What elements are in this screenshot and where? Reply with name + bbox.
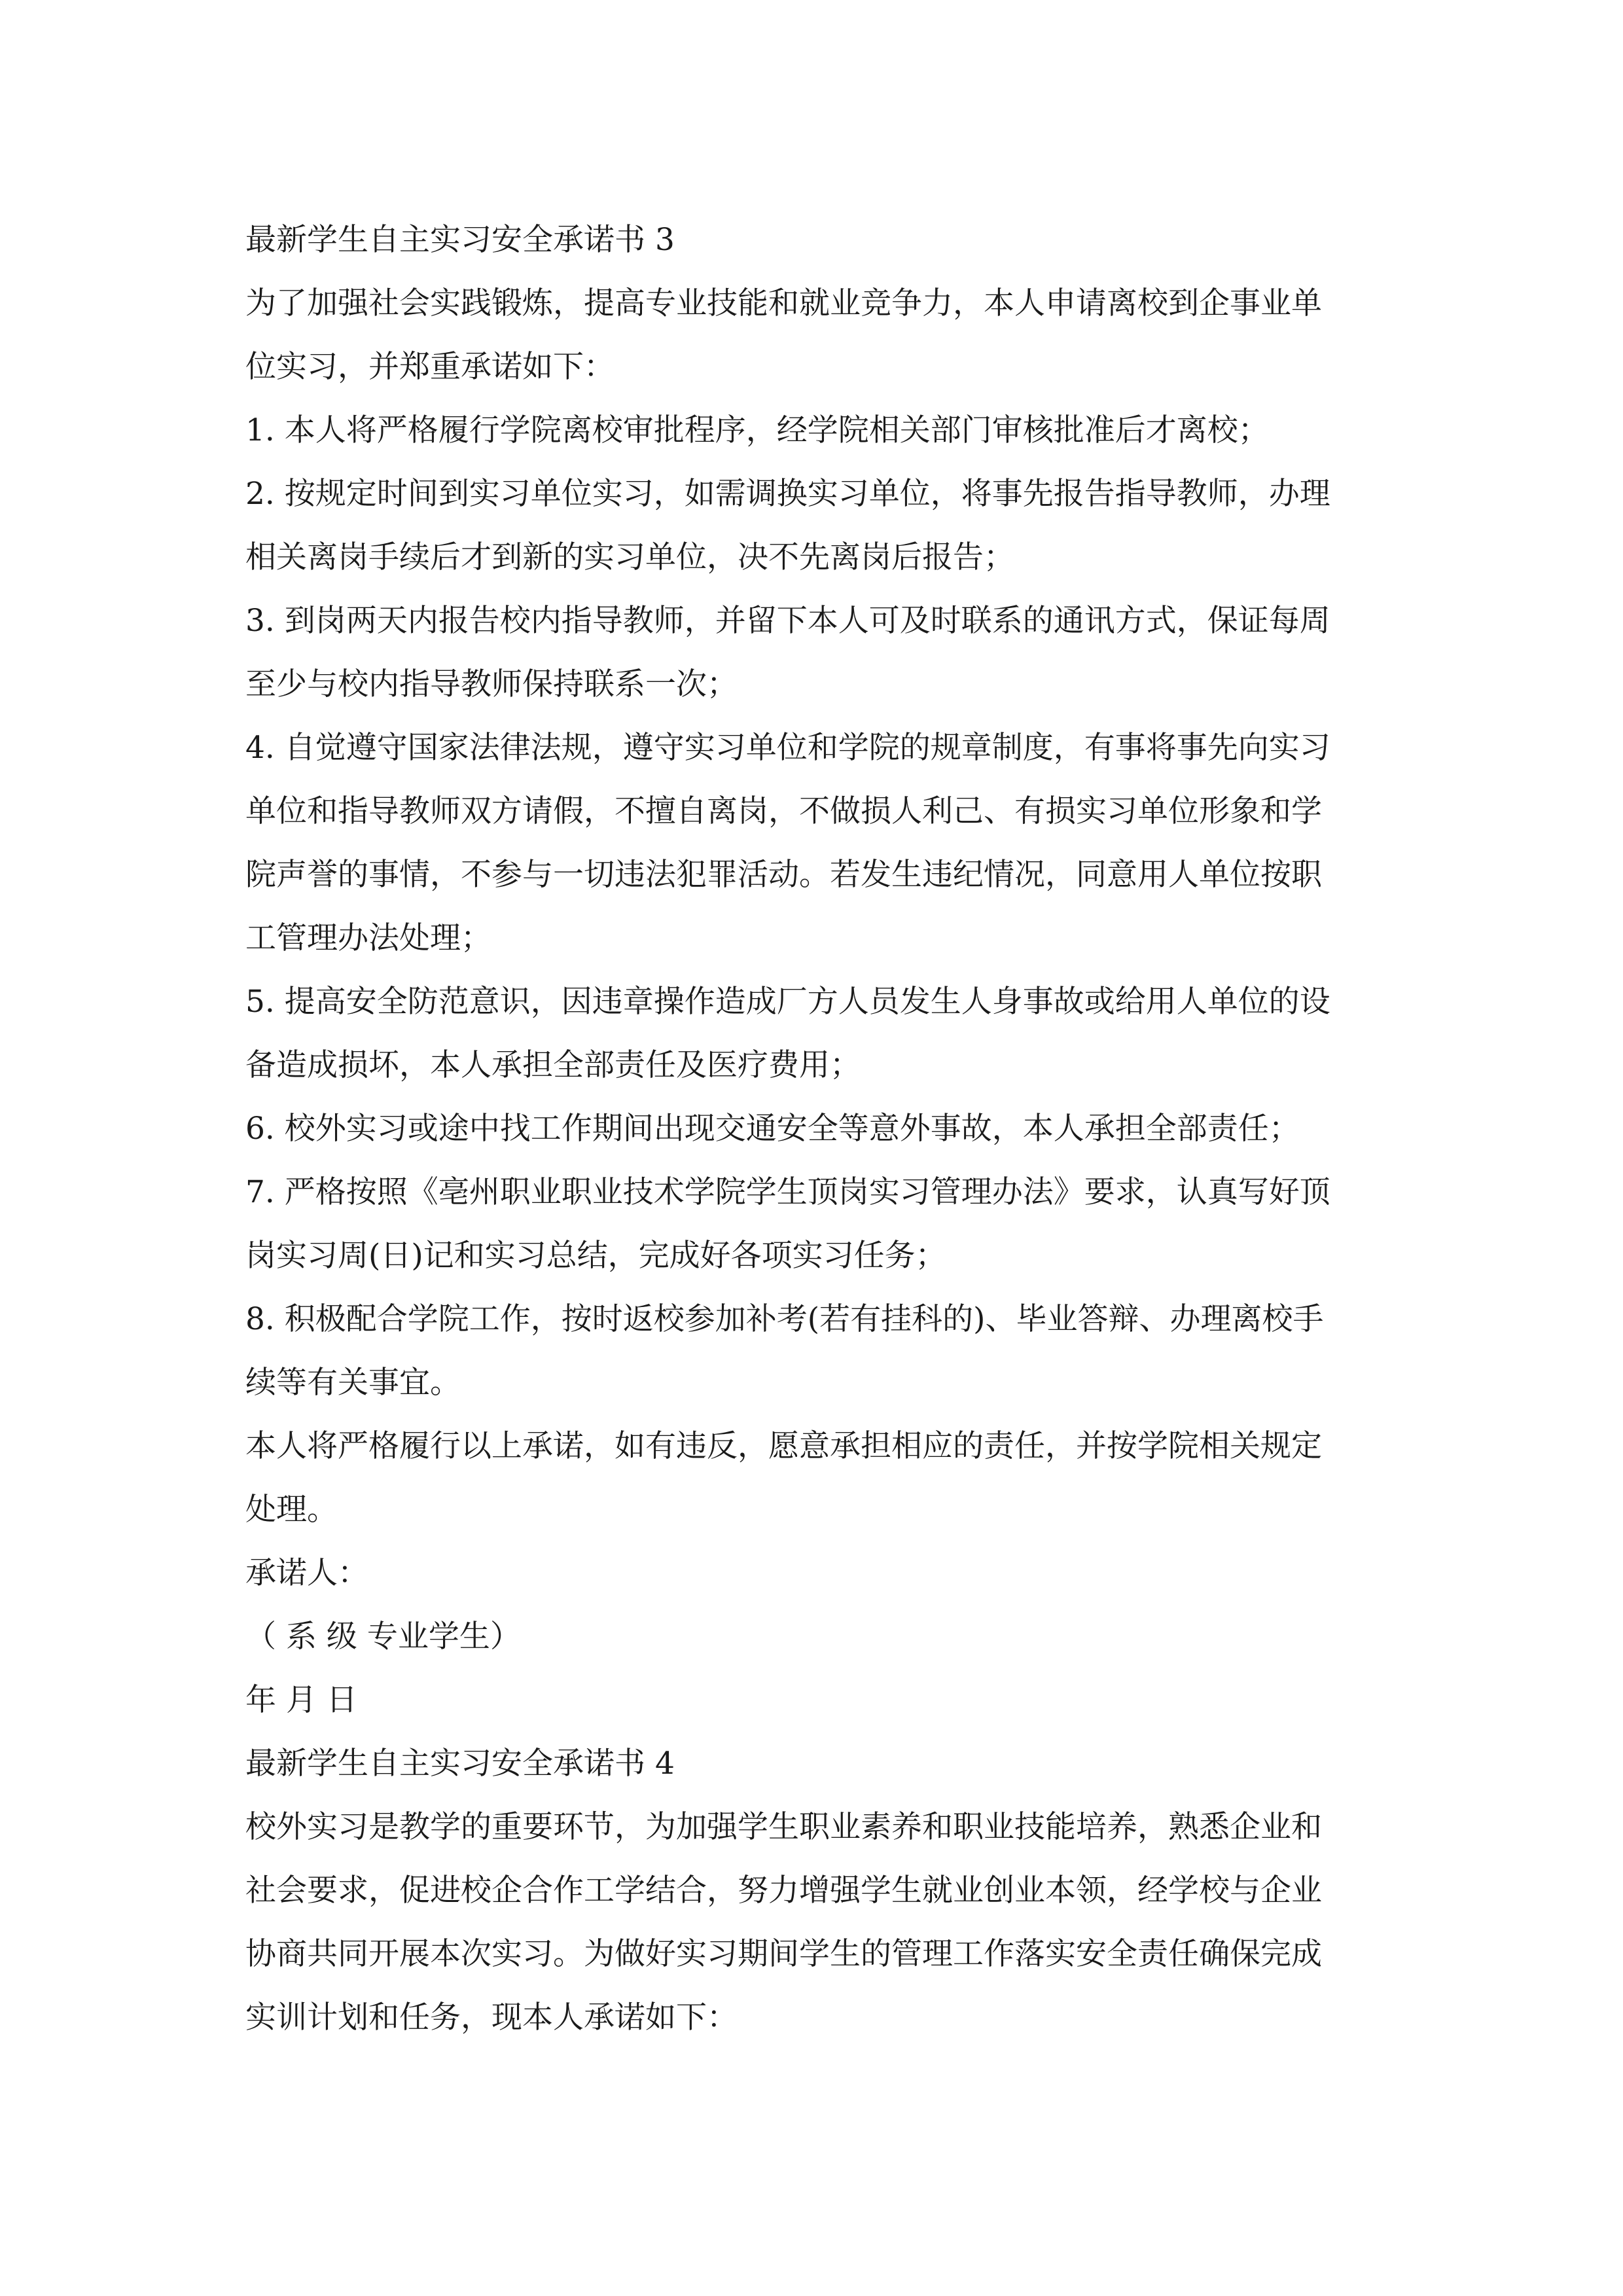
list-item-3: 3. 到岗两天内报告校内指导教师，并留下本人可及时联系的通讯方式，保证每周 xyxy=(245,603,1330,639)
paragraph-line: 至少与校内指导教师保持联系一次； xyxy=(245,666,738,702)
paragraph-line: 工管理办法处理； xyxy=(245,920,491,956)
paragraph-line: 院声誉的事情，不参与一切违法犯罪活动。若发生违纪情况，同意用人单位按职 xyxy=(245,857,1322,893)
list-item-2: 2. 按规定时间到实习单位实习，如需调换实习单位，将事先报告指导教师，办理 xyxy=(245,476,1330,512)
list-item-5: 5. 提高安全防范意识，因违章操作造成厂方人员发生人身事故或给用人单位的设 xyxy=(245,984,1330,1020)
class-info: （ 系 级 专业学生） xyxy=(245,1619,521,1655)
paragraph-line: 实训计划和任务，现本人承诺如下： xyxy=(245,2000,738,2036)
paragraph-line: 单位和指导教师双方请假，不擅自离岗，不做损人利己、有损实习单位形象和学 xyxy=(245,793,1322,829)
list-item-6: 6. 校外实习或途中找工作期间出现交通安全等意外事故，本人承担全部责任； xyxy=(245,1111,1300,1147)
list-item-7: 7. 严格按照《亳州职业职业技术学院学生顶岗实习管理办法》要求，认真写好顶 xyxy=(245,1174,1330,1210)
paragraph-line: 续等有关事宜。 xyxy=(245,1365,461,1401)
list-item-1: 1. 本人将严格履行学院离校审批程序，经学院相关部门审核批准后才离校； xyxy=(245,412,1269,448)
section-title-4: 最新学生自主实习安全承诺书 4 xyxy=(245,1746,675,1782)
paragraph-line: 协商共同开展本次实习。为做好实习期间学生的管理工作落实安全责任确保完成 xyxy=(245,1936,1322,1972)
paragraph-line: 社会要求，促进校企合作工学结合，努力增强学生就业创业本领，经学校与企业 xyxy=(245,1873,1322,1909)
paragraph-line: 位实习，并郑重承诺如下： xyxy=(245,349,615,385)
paragraph-line: 为了加强社会实践锻炼，提高专业技能和就业竞争力，本人申请离校到企事业单 xyxy=(245,285,1322,321)
signer-label: 承诺人： xyxy=(245,1555,368,1591)
paragraph-line: 岗实习周(日)记和实习总结，完成好各项实习任务； xyxy=(245,1238,946,1274)
section-title-3: 最新学生自主实习安全承诺书 3 xyxy=(245,222,675,258)
paragraph-line: 处理。 xyxy=(245,1492,338,1528)
paragraph-line: 本人将严格履行以上承诺，如有违反，愿意承担相应的责任，并按学院相关规定 xyxy=(245,1428,1322,1464)
list-item-8: 8. 积极配合学院工作，按时返校参加补考(若有挂科的)、毕业答辩、办理离校手 xyxy=(245,1301,1324,1337)
paragraph-line: 相关离岗手续后才到新的实习单位，决不先离岗后报告； xyxy=(245,539,1014,575)
paragraph-line: 校外实习是教学的重要环节，为加强学生职业素养和职业技能培养，熟悉企业和 xyxy=(245,1809,1322,1845)
document-body xyxy=(245,208,1384,2049)
list-item-4: 4. 自觉遵守国家法律法规，遵守实习单位和学院的规章制度，有事将事先向实习 xyxy=(245,730,1330,766)
paragraph-line: 备造成损坏，本人承担全部责任及医疗费用； xyxy=(245,1047,861,1083)
date-line: 年 月 日 xyxy=(245,1682,357,1718)
